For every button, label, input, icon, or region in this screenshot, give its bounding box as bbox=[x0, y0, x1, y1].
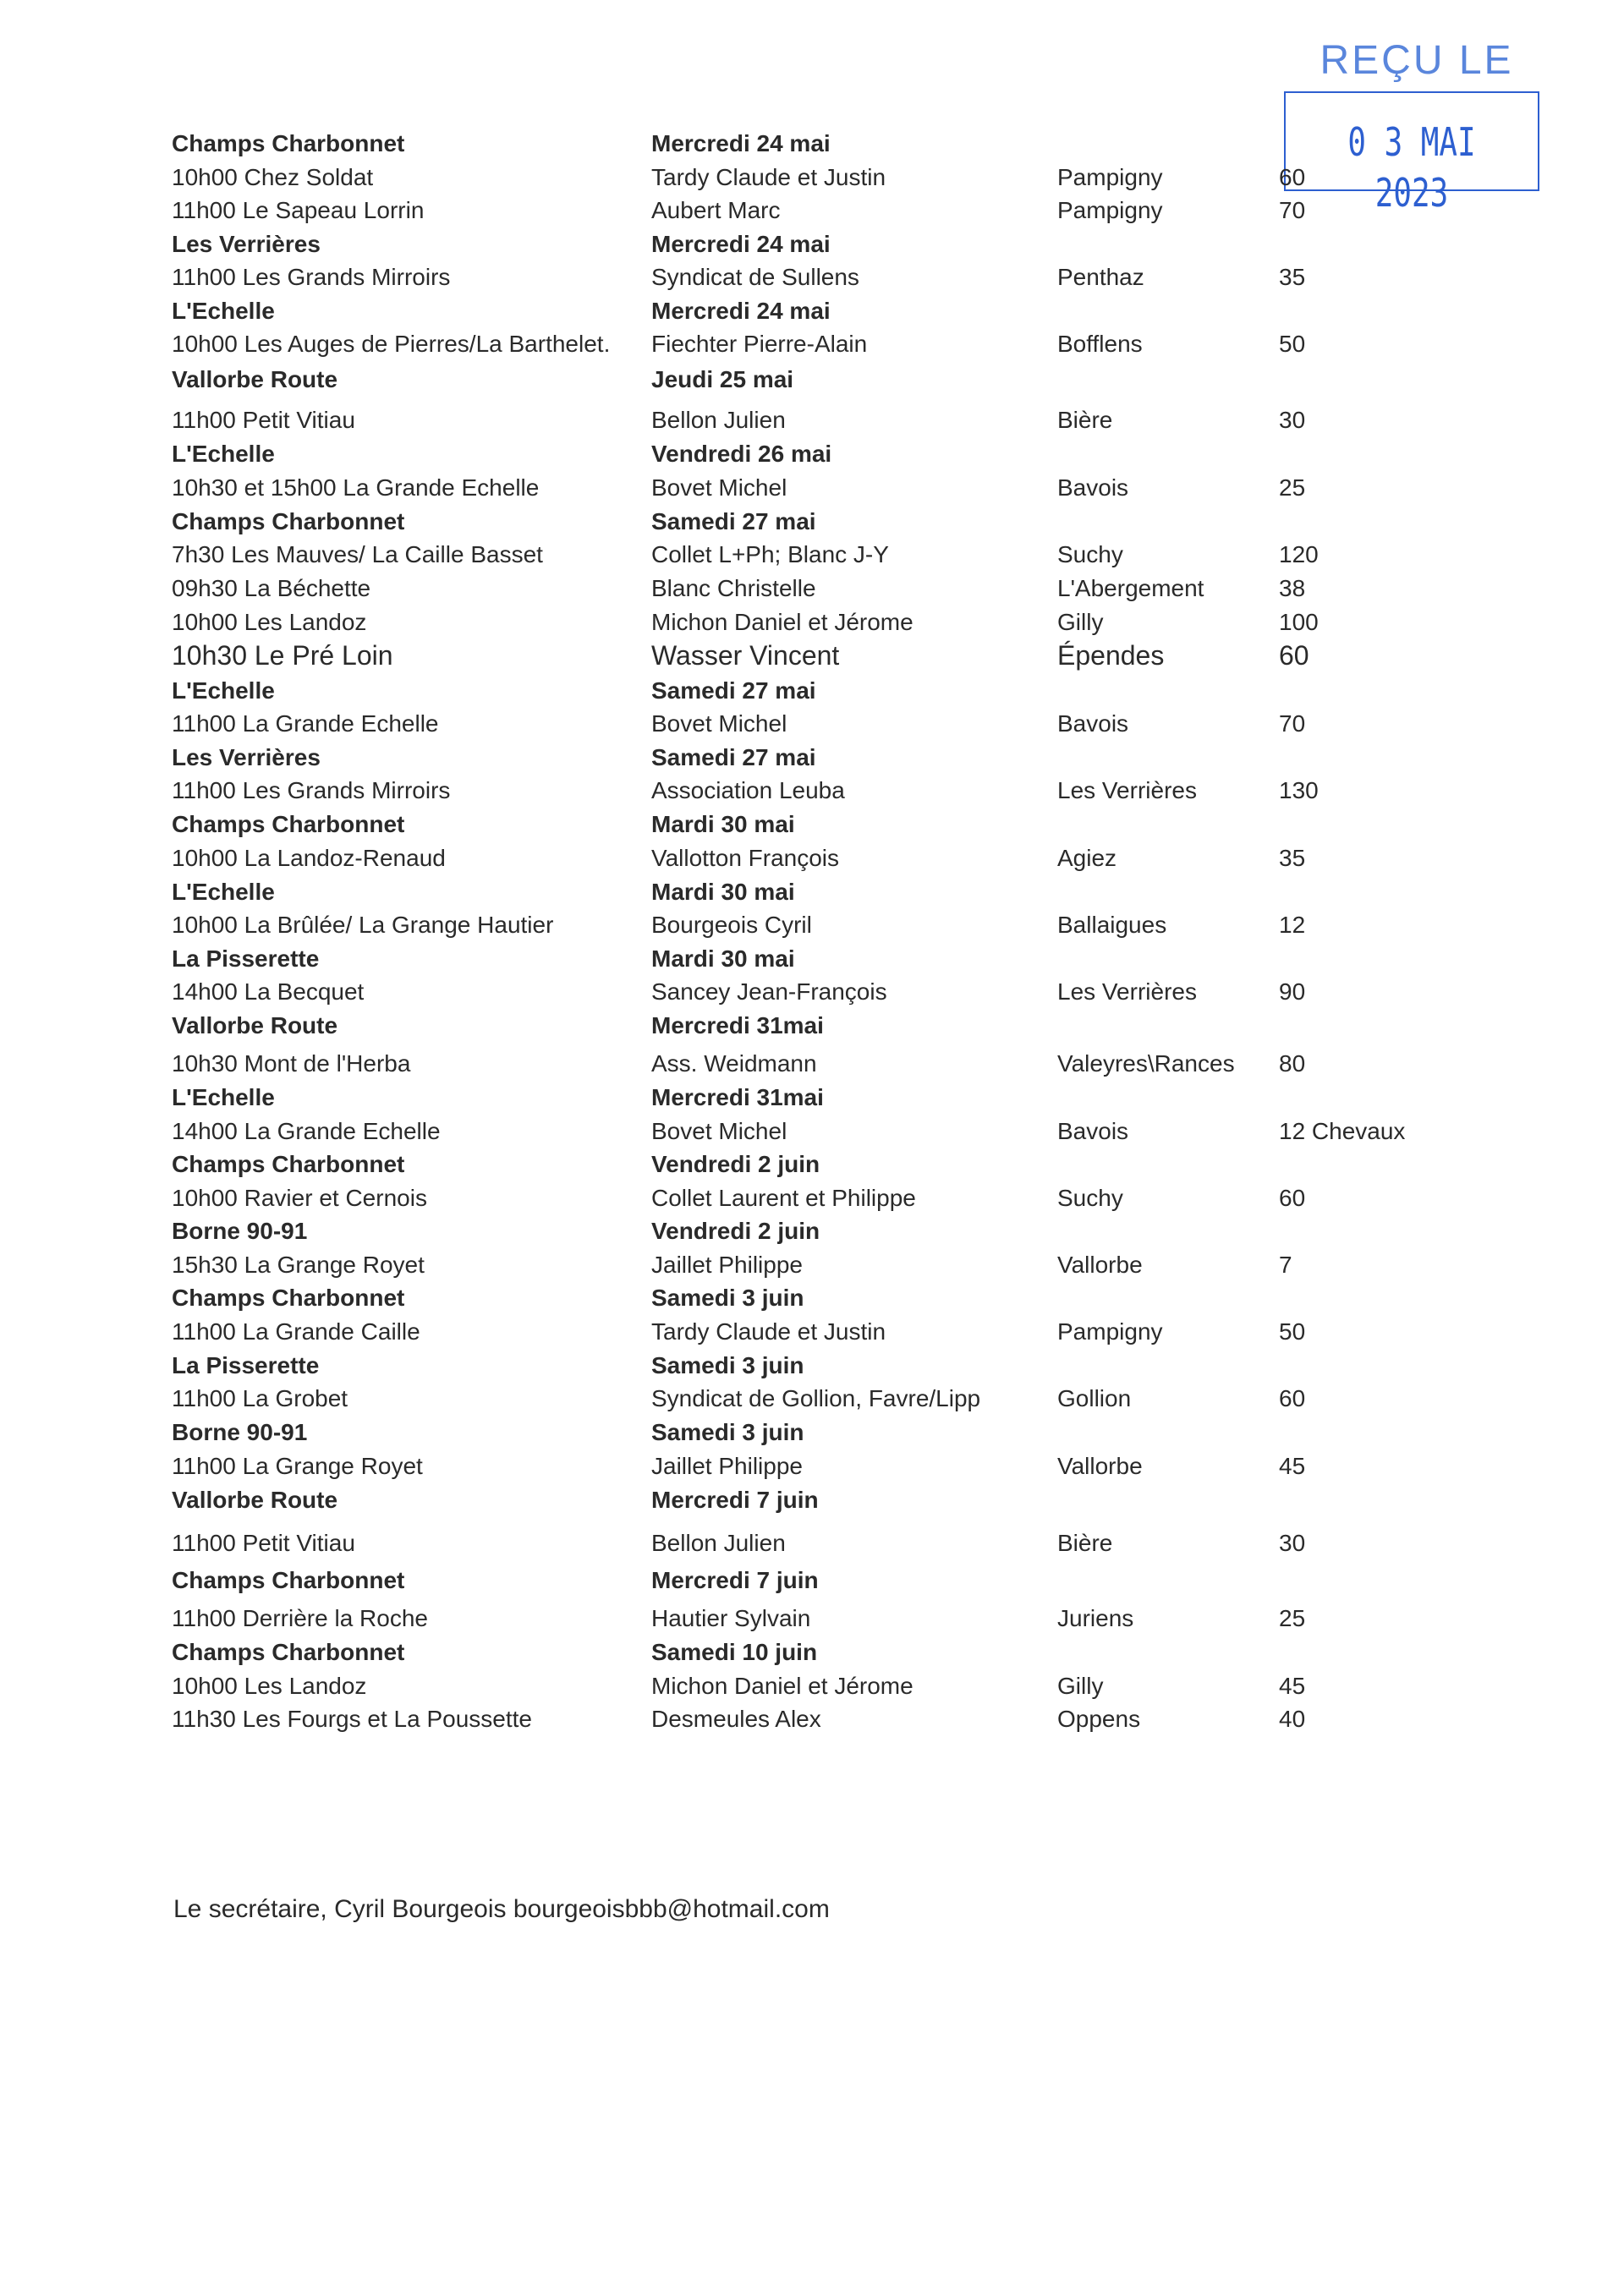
count-cell: 25 bbox=[1279, 474, 1306, 501]
section-header-row bbox=[0, 1009, 1624, 1043]
schedule-row bbox=[0, 1449, 1624, 1483]
name-date-cell: Samedi 3 juin bbox=[651, 1419, 804, 1445]
schedule-row bbox=[0, 327, 1624, 361]
town-cell: Bavois bbox=[1057, 1118, 1129, 1144]
name-date-cell: Samedi 3 juin bbox=[651, 1352, 804, 1378]
name-date-cell: Mardi 30 mai bbox=[651, 945, 795, 972]
name-date-cell: Jaillet Philippe bbox=[651, 1453, 803, 1479]
name-date-cell: Syndicat de Sullens bbox=[651, 264, 859, 290]
schedule-row bbox=[0, 1047, 1624, 1081]
count-cell: 12 Chevaux bbox=[1279, 1118, 1406, 1144]
town-cell: Suchy bbox=[1057, 541, 1123, 567]
count-cell: 50 bbox=[1279, 331, 1306, 357]
location-cell: 10h00 Les Auges de Pierres/La Barthelet. bbox=[172, 331, 611, 357]
location-cell: L'Echelle bbox=[172, 298, 275, 324]
location-cell: La Pisserette bbox=[172, 1352, 320, 1378]
location-cell: 11h00 La Grange Royet bbox=[172, 1453, 423, 1479]
town-cell: Vallorbe bbox=[1057, 1252, 1143, 1278]
count-cell: 45 bbox=[1279, 1453, 1306, 1479]
town-cell: Bavois bbox=[1057, 474, 1129, 501]
section-header-row bbox=[0, 1416, 1624, 1449]
count-cell: 120 bbox=[1279, 541, 1319, 567]
name-date-cell: Vallotton François bbox=[651, 845, 840, 871]
location-cell: 11h00 Le Sapeau Lorrin bbox=[172, 197, 425, 223]
location-cell: Champs Charbonnet bbox=[172, 1567, 405, 1593]
name-date-cell: Sancey Jean-François bbox=[651, 978, 887, 1005]
name-date-cell: Michon Daniel et Jérome bbox=[651, 1673, 914, 1699]
count-cell: 100 bbox=[1279, 609, 1319, 635]
name-date-cell: Vendredi 2 juin bbox=[651, 1218, 820, 1244]
count-cell: 40 bbox=[1279, 1706, 1306, 1732]
town-cell: Valeyres\Rances bbox=[1057, 1050, 1235, 1077]
location-cell: Champs Charbonnet bbox=[172, 508, 405, 534]
schedule-row bbox=[0, 194, 1624, 227]
count-cell: 60 bbox=[1279, 640, 1309, 671]
location-cell: Champs Charbonnet bbox=[172, 1639, 405, 1665]
received-stamp-date: 0 3 MAI 2023 bbox=[1347, 119, 1476, 216]
town-cell: Pampigny bbox=[1057, 1318, 1163, 1345]
name-date-cell: Wasser Vincent bbox=[651, 640, 840, 671]
name-date-cell: Hautier Sylvain bbox=[651, 1605, 811, 1631]
schedule-row bbox=[0, 1602, 1624, 1636]
name-date-cell: Bellon Julien bbox=[651, 407, 786, 433]
location-cell: 7h30 Les Mauves/ La Caille Basset bbox=[172, 541, 543, 567]
town-cell: Penthaz bbox=[1057, 264, 1144, 290]
count-cell: 70 bbox=[1279, 197, 1306, 223]
name-date-cell: Desmeules Alex bbox=[651, 1706, 821, 1732]
schedule-row bbox=[0, 538, 1624, 572]
location-cell: 11h00 Derrière la Roche bbox=[172, 1605, 428, 1631]
count-cell: 30 bbox=[1279, 1530, 1306, 1556]
section-header-row bbox=[0, 127, 1624, 161]
name-date-cell: Syndicat de Gollion, Favre/Lipp bbox=[651, 1385, 981, 1411]
section-header-row bbox=[0, 505, 1624, 539]
name-date-cell: Mercredi 31mai bbox=[651, 1012, 824, 1038]
name-date-cell: Samedi 10 juin bbox=[651, 1639, 818, 1665]
count-cell: 35 bbox=[1279, 264, 1306, 290]
section-header-row bbox=[0, 1148, 1624, 1181]
town-cell: Bavois bbox=[1057, 710, 1129, 737]
location-cell: L'Echelle bbox=[172, 879, 275, 905]
name-date-cell: Vendredi 26 mai bbox=[651, 441, 832, 467]
name-date-cell: Mercredi 24 mai bbox=[651, 231, 831, 257]
location-cell: 11h00 La Grobet bbox=[172, 1385, 348, 1411]
name-date-cell: Collet L+Ph; Blanc J-Y bbox=[651, 541, 889, 567]
location-cell: Champs Charbonnet bbox=[172, 1285, 405, 1311]
section-header-row bbox=[0, 875, 1624, 909]
location-cell: Les Verrières bbox=[172, 231, 321, 257]
schedule-row bbox=[0, 1115, 1624, 1148]
name-date-cell: Bovet Michel bbox=[651, 1118, 787, 1144]
town-cell: Vallorbe bbox=[1057, 1453, 1143, 1479]
town-cell: Bofflens bbox=[1057, 331, 1143, 357]
schedule-row bbox=[0, 572, 1624, 606]
schedule-row bbox=[0, 774, 1624, 808]
town-cell: L'Abergement bbox=[1057, 575, 1204, 601]
count-cell: 25 bbox=[1279, 1605, 1306, 1631]
section-header-row bbox=[0, 942, 1624, 976]
name-date-cell: Mercredi 7 juin bbox=[651, 1567, 819, 1593]
secretary-signature-line: Le secrétaire, Cyril Bourgeois bourgeoisbbb@hotmail.com bbox=[173, 1895, 830, 1923]
location-cell: 10h30 Le Pré Loin bbox=[172, 640, 393, 671]
schedule-row bbox=[0, 1382, 1624, 1416]
name-date-cell: Mercredi 24 mai bbox=[651, 298, 831, 324]
schedule-row bbox=[0, 260, 1624, 294]
schedule-row bbox=[0, 707, 1624, 741]
name-date-cell: Samedi 27 mai bbox=[651, 744, 816, 770]
name-date-cell: Association Leuba bbox=[651, 777, 845, 803]
schedule-row bbox=[0, 1181, 1624, 1215]
section-header-row bbox=[0, 1214, 1624, 1248]
name-date-cell: Jaillet Philippe bbox=[651, 1252, 803, 1278]
schedule-row bbox=[0, 606, 1624, 639]
section-header-row bbox=[0, 294, 1624, 328]
name-date-cell: Ass. Weidmann bbox=[651, 1050, 817, 1077]
town-cell: Juriens bbox=[1057, 1605, 1134, 1631]
count-cell: 30 bbox=[1279, 407, 1306, 433]
town-cell: Oppens bbox=[1057, 1706, 1141, 1732]
name-date-cell: Mardi 30 mai bbox=[651, 879, 795, 905]
schedule-row bbox=[0, 471, 1624, 505]
location-cell: Vallorbe Route bbox=[172, 366, 338, 392]
town-cell: Les Verrières bbox=[1057, 978, 1197, 1005]
schedule-row bbox=[0, 841, 1624, 875]
name-date-cell: Michon Daniel et Jérome bbox=[651, 609, 914, 635]
count-cell: 60 bbox=[1279, 164, 1306, 190]
received-stamp-title: REÇU LE bbox=[1320, 38, 1514, 83]
name-date-cell: Mercredi 31mai bbox=[651, 1084, 824, 1110]
section-header-row bbox=[0, 1483, 1624, 1517]
section-header-row bbox=[0, 1636, 1624, 1669]
count-cell: 80 bbox=[1279, 1050, 1306, 1077]
section-header-row bbox=[0, 808, 1624, 841]
town-cell: Gilly bbox=[1057, 609, 1104, 635]
count-cell: 38 bbox=[1279, 575, 1306, 601]
section-header-row bbox=[0, 227, 1624, 261]
location-cell: L'Echelle bbox=[172, 1084, 275, 1110]
town-cell: Agiez bbox=[1057, 845, 1117, 871]
schedule-row bbox=[0, 1248, 1624, 1282]
location-cell: 09h30 La Béchette bbox=[172, 575, 371, 601]
town-cell: Épendes bbox=[1057, 640, 1165, 671]
location-cell: La Pisserette bbox=[172, 945, 320, 972]
location-cell: 11h00 La Grande Echelle bbox=[172, 710, 439, 737]
count-cell: 50 bbox=[1279, 1318, 1306, 1345]
schedule-row bbox=[0, 638, 1624, 672]
location-cell: Vallorbe Route bbox=[172, 1012, 338, 1038]
location-cell: Champs Charbonnet bbox=[172, 1151, 405, 1177]
location-cell: 14h00 La Becquet bbox=[172, 978, 365, 1005]
name-date-cell: Fiechter Pierre-Alain bbox=[651, 331, 868, 357]
location-cell: Champs Charbonnet bbox=[172, 811, 405, 837]
name-date-cell: Tardy Claude et Justin bbox=[651, 164, 886, 190]
location-cell: 15h30 La Grange Royet bbox=[172, 1252, 425, 1278]
location-cell: 10h00 Les Landoz bbox=[172, 1673, 367, 1699]
name-date-cell: Samedi 3 juin bbox=[651, 1285, 804, 1311]
location-cell: Borne 90-91 bbox=[172, 1218, 308, 1244]
town-cell: Bière bbox=[1057, 1530, 1113, 1556]
section-header-row bbox=[0, 437, 1624, 471]
count-cell: 60 bbox=[1279, 1185, 1306, 1211]
town-cell: Gollion bbox=[1057, 1385, 1132, 1411]
location-cell: L'Echelle bbox=[172, 441, 275, 467]
location-cell: 10h00 Chez Soldat bbox=[172, 164, 374, 190]
name-date-cell: Bellon Julien bbox=[651, 1530, 786, 1556]
section-header-row bbox=[0, 741, 1624, 775]
schedule-row bbox=[0, 975, 1624, 1009]
location-cell: L'Echelle bbox=[172, 677, 275, 704]
name-date-cell: Collet Laurent et Philippe bbox=[651, 1185, 916, 1211]
name-date-cell: Tardy Claude et Justin bbox=[651, 1318, 886, 1345]
count-cell: 7 bbox=[1279, 1252, 1292, 1278]
schedule-row bbox=[0, 403, 1624, 437]
location-cell: 10h30 Mont de l'Herba bbox=[172, 1050, 411, 1077]
section-header-row bbox=[0, 1081, 1624, 1115]
section-header-row bbox=[0, 1349, 1624, 1383]
schedule-row bbox=[0, 908, 1624, 942]
name-date-cell: Samedi 27 mai bbox=[651, 677, 816, 704]
section-header-row bbox=[0, 674, 1624, 708]
count-cell: 45 bbox=[1279, 1673, 1306, 1699]
location-cell: 11h30 Les Fourgs et La Poussette bbox=[172, 1706, 532, 1732]
section-header-row bbox=[0, 363, 1624, 397]
name-date-cell: Mercredi 7 juin bbox=[651, 1487, 819, 1513]
count-cell: 130 bbox=[1279, 777, 1319, 803]
town-cell: Pampigny bbox=[1057, 197, 1163, 223]
count-cell: 70 bbox=[1279, 710, 1306, 737]
town-cell: Gilly bbox=[1057, 1673, 1104, 1699]
location-cell: 11h00 Les Grands Mirroirs bbox=[172, 264, 451, 290]
town-cell: Suchy bbox=[1057, 1185, 1123, 1211]
location-cell: Champs Charbonnet bbox=[172, 130, 405, 156]
name-date-cell: Aubert Marc bbox=[651, 197, 781, 223]
name-date-cell: Bourgeois Cyril bbox=[651, 912, 812, 938]
count-cell: 60 bbox=[1279, 1385, 1306, 1411]
name-date-cell: Samedi 27 mai bbox=[651, 508, 816, 534]
schedule-row bbox=[0, 1702, 1624, 1736]
location-cell: 11h00 Petit Vitiau bbox=[172, 1530, 355, 1556]
count-cell: 35 bbox=[1279, 845, 1306, 871]
name-date-cell: Mercredi 24 mai bbox=[651, 130, 831, 156]
schedule-row bbox=[0, 161, 1624, 195]
count-cell: 12 bbox=[1279, 912, 1306, 938]
name-date-cell: Blanc Christelle bbox=[651, 575, 816, 601]
schedule-row bbox=[0, 1669, 1624, 1703]
name-date-cell: Bovet Michel bbox=[651, 710, 787, 737]
schedule-row bbox=[0, 1526, 1624, 1560]
location-cell: 14h00 La Grande Echelle bbox=[172, 1118, 441, 1144]
town-cell: Pampigny bbox=[1057, 164, 1163, 190]
name-date-cell: Vendredi 2 juin bbox=[651, 1151, 820, 1177]
town-cell: Les Verrières bbox=[1057, 777, 1197, 803]
location-cell: 10h00 Ravier et Cernois bbox=[172, 1185, 427, 1211]
count-cell: 90 bbox=[1279, 978, 1306, 1005]
town-cell: Ballaigues bbox=[1057, 912, 1167, 938]
section-header-row bbox=[0, 1564, 1624, 1597]
location-cell: 11h00 Petit Vitiau bbox=[172, 407, 355, 433]
location-cell: 10h00 Les Landoz bbox=[172, 609, 367, 635]
name-date-cell: Mardi 30 mai bbox=[651, 811, 795, 837]
location-cell: 11h00 La Grande Caille bbox=[172, 1318, 420, 1345]
schedule-row bbox=[0, 1315, 1624, 1349]
location-cell: 11h00 Les Grands Mirroirs bbox=[172, 777, 451, 803]
location-cell: Borne 90-91 bbox=[172, 1419, 308, 1445]
location-cell: 10h00 La Landoz-Renaud bbox=[172, 845, 446, 871]
name-date-cell: Jeudi 25 mai bbox=[651, 366, 794, 392]
name-date-cell: Bovet Michel bbox=[651, 474, 787, 501]
section-header-row bbox=[0, 1281, 1624, 1315]
location-cell: 10h00 La Brûlée/ La Grange Hautier bbox=[172, 912, 554, 938]
location-cell: Les Verrières bbox=[172, 744, 321, 770]
town-cell: Bière bbox=[1057, 407, 1113, 433]
location-cell: Vallorbe Route bbox=[172, 1487, 338, 1513]
location-cell: 10h30 et 15h00 La Grande Echelle bbox=[172, 474, 540, 501]
